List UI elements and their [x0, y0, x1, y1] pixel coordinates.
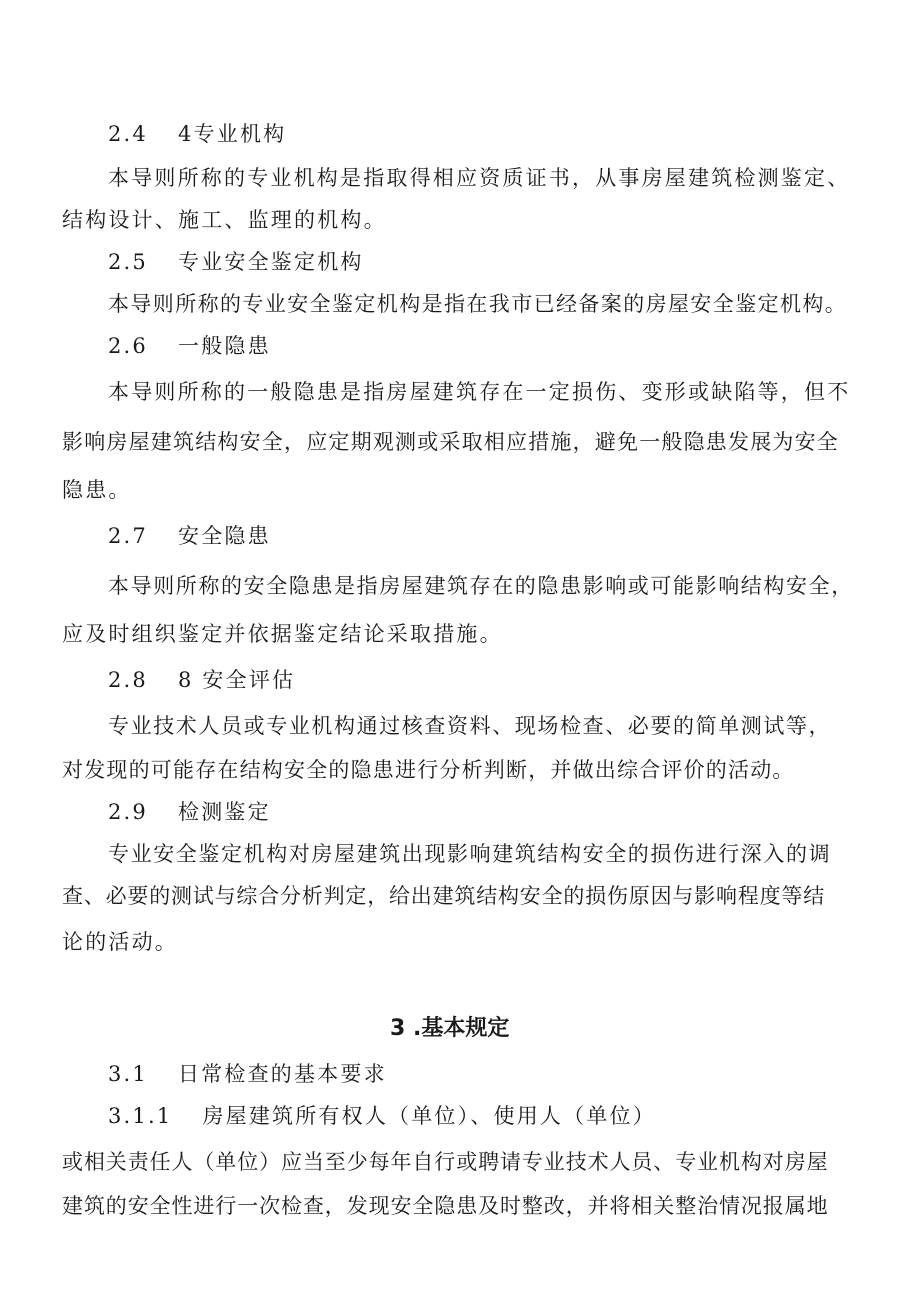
heading-title: 安全隐患: [178, 524, 271, 548]
heading-title: 8 安全评估: [178, 668, 296, 692]
paragraph-line: 或相关责任人（单位）应当至少每年自行或聘请专业技术人员、专业机构对房屋: [62, 1150, 829, 1174]
heading-number: 2.7: [108, 524, 148, 548]
paragraph-line: 应及时组织鉴定并依据鉴定结论采取措施。: [62, 622, 503, 646]
heading-number: 2.8: [108, 668, 148, 692]
heading-title: 房屋建筑所有权人（单位）、使用人（单位）: [202, 1104, 656, 1128]
heading-number: 3.1: [108, 1062, 148, 1086]
heading-2-8: [108, 666, 295, 694]
heading-number: 2.9: [108, 800, 148, 824]
heading-3-1-1: [108, 1102, 656, 1130]
paragraph-line: 影响房屋建筑结构安全，应定期观测或采取相应措施，避免一般隐患发展为安全: [62, 430, 839, 454]
paragraph-line: 本导则所称的专业安全鉴定机构是指在我市已经备案的房屋安全鉴定机构。: [108, 292, 848, 316]
heading-number: 3.1.1: [108, 1104, 173, 1128]
paragraph-line: 建筑的安全性进行一次检查，发现安全隐患及时整改，并将相关整治情况报属地: [62, 1194, 829, 1218]
chapter-title: 3 .基本规定: [390, 1016, 510, 1041]
heading-title: 4专业机构: [178, 122, 287, 146]
paragraph-line: 本导则所称的一般隐患是指房屋建筑存在一定损伤、变形或缺陷等，但不: [108, 380, 851, 404]
heading-number: 2.6: [108, 334, 148, 358]
paragraph-line: 查、必要的测试与综合分析判定，给出建筑结构安全的损伤原因与影响程度等结: [62, 884, 825, 908]
heading-2-6: [108, 332, 271, 360]
heading-3-1: [108, 1060, 387, 1088]
heading-2-5: [108, 248, 364, 276]
paragraph-line: 隐患。: [62, 478, 132, 502]
paragraph-line: 结构设计、施工、监理的机构。: [62, 208, 387, 232]
heading-2-9: [108, 798, 271, 826]
heading-title: 一般隐患: [178, 334, 271, 358]
heading-title: 日常检查的基本要求: [178, 1062, 387, 1086]
heading-number: 2.4: [108, 122, 148, 146]
paragraph-line: 本导则所称的专业机构是指取得相应资质证书，从事房屋建筑检测鉴定、: [108, 166, 851, 190]
paragraph-line: 论的活动。: [62, 930, 178, 954]
heading-number: 2.5: [108, 250, 148, 274]
paragraph-line: 专业技术人员或专业机构通过核查资料、现场检查、必要的简单测试等，: [108, 714, 832, 738]
paragraph-line: 本导则所称的安全隐患是指房屋建筑存在的隐患影响或可能影响结构安全，: [108, 574, 854, 598]
heading-title: 专业安全鉴定机构: [178, 250, 364, 274]
paragraph-line: 专业安全鉴定机构对房屋建筑出现影响建筑结构安全的损伤进行深入的调: [108, 842, 832, 866]
heading-title: 检测鉴定: [178, 800, 271, 824]
heading-2-7: [108, 522, 271, 550]
heading-2-4: [108, 120, 286, 148]
paragraph-line: 对发现的可能存在结构安全的隐患进行分析判断，并做出综合评价的活动。: [62, 758, 795, 782]
